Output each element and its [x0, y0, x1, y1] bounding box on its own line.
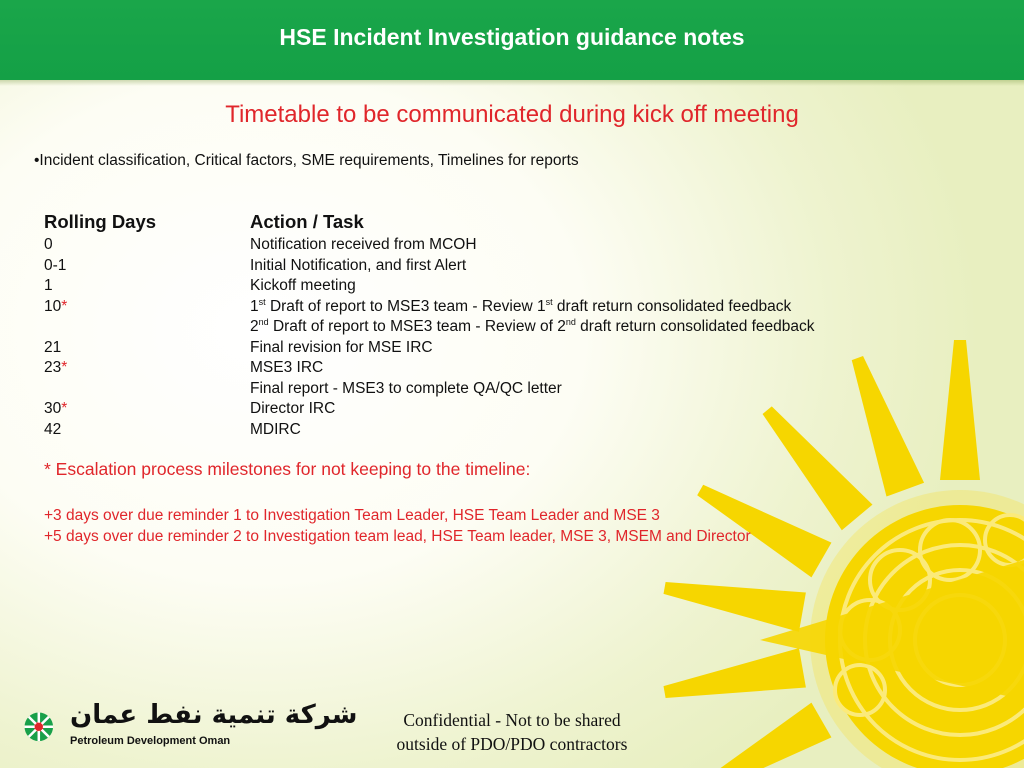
table-row: [44, 317, 970, 338]
subtitle: Timetable to be communicated during kick off meeting: [225, 101, 799, 128]
rolling-day-cell: [44, 379, 250, 400]
task-text: MDIRC: [250, 420, 301, 438]
timeline-table: [44, 211, 970, 440]
confidential-line-2: outside of PDO/PDO contractors: [396, 734, 628, 754]
table-body: [44, 235, 970, 440]
escalation-star: *: [61, 297, 68, 315]
escalation-item: +5 days over due reminder 2 to Investigation team lead, HSE Team leader, MSE 3, MSEM and Director: [44, 528, 751, 545]
escalation-item: +3 days over due reminder 1 to Investigation Team Leader, HSE Team Leader and MSE 3: [44, 507, 660, 524]
rolling-day-value: 30: [44, 400, 62, 417]
action-task-cell: [250, 399, 970, 420]
table-row: [44, 420, 970, 441]
confidential-note: [362, 708, 662, 756]
task-text: Final report - MSE3 to complete QA/QC letter: [250, 379, 562, 397]
table-row: [44, 235, 970, 256]
rolling-day-value: 10: [44, 297, 62, 315]
task-text: Director IRC: [250, 400, 336, 417]
action-task-cell: [250, 379, 970, 400]
header-bar: [0, 0, 1024, 80]
escalation-star: *: [61, 400, 68, 417]
task-text: Initial Notification, and first Alert: [250, 256, 467, 274]
header-action-task: Action / Task: [250, 211, 364, 232]
rolling-day-value: 0: [44, 236, 53, 253]
rolling-day-cell: [44, 358, 250, 379]
table-row: [44, 297, 970, 318]
table-row: [44, 399, 970, 420]
ordinal-suffix: nd: [565, 317, 576, 327]
table-row: [44, 358, 970, 379]
rolling-day-value: 23: [44, 359, 62, 376]
page-title: HSE Incident Investigation guidance notes: [279, 23, 745, 50]
pdo-logo-icon: [22, 710, 64, 752]
table-row: [44, 338, 970, 359]
ordinal-suffix: st: [545, 296, 553, 307]
rolling-day-cell: [44, 399, 250, 420]
escalation-list: [44, 506, 751, 548]
task-text: draft return consolidated feedback: [575, 318, 815, 335]
header-shadow: [0, 80, 1024, 86]
rolling-day-cell: [44, 317, 250, 338]
rolling-day-value: 21: [44, 338, 62, 356]
action-task-cell: [250, 338, 970, 359]
task-text: draft return consolidated feedback: [552, 297, 792, 315]
rolling-day-cell: [44, 420, 250, 441]
rolling-day-value: 1: [44, 277, 53, 294]
task-text: Kickoff meeting: [250, 277, 356, 294]
task-text: MSE3 IRC: [250, 359, 324, 376]
action-task-cell: [250, 358, 970, 379]
confidential-line-1: Confidential - Not to be shared: [403, 710, 621, 730]
task-text: Notification received from MCOH: [250, 236, 477, 253]
table-row: [44, 256, 970, 277]
rolling-day-cell: [44, 297, 250, 318]
table-row: [44, 379, 970, 400]
rolling-day-value: 42: [44, 420, 62, 438]
task-text: Final revision for MSE IRC: [250, 338, 433, 356]
task-text: Draft of report to MSE3 team - Review 1: [265, 297, 546, 315]
action-task-cell: [250, 276, 970, 297]
action-task-cell: [250, 317, 970, 338]
bullet-text: •Incident classification, Critical factors, SME requirements, Timelines for reports: [34, 152, 579, 169]
action-task-cell: [250, 297, 970, 318]
logo-english-text: Petroleum Development Oman: [70, 735, 231, 747]
rolling-day-cell: [44, 235, 250, 256]
rolling-day-cell: [44, 338, 250, 359]
ordinal-suffix: st: [258, 296, 266, 307]
table-header: [44, 211, 970, 235]
action-task-cell: [250, 235, 970, 256]
rolling-day-cell: [44, 256, 250, 277]
action-task-cell: [250, 256, 970, 277]
rolling-day-value: 0-1: [44, 256, 67, 274]
escalation-star: *: [61, 359, 68, 376]
header-rolling-days: Rolling Days: [44, 211, 157, 232]
task-text: 1: [250, 297, 259, 315]
escalation-title: * Escalation process milestones for not keeping to the timeline:: [44, 459, 531, 479]
task-text: Draft of report to MSE3 team - Review of 2: [268, 318, 566, 335]
action-task-cell: [250, 420, 970, 441]
logo-arabic-text: شركة تنمية نفط عمان: [70, 700, 358, 730]
task-text: 2: [250, 318, 259, 335]
rolling-day-cell: [44, 276, 250, 297]
ordinal-suffix: nd: [258, 317, 269, 327]
table-row: [44, 276, 970, 297]
